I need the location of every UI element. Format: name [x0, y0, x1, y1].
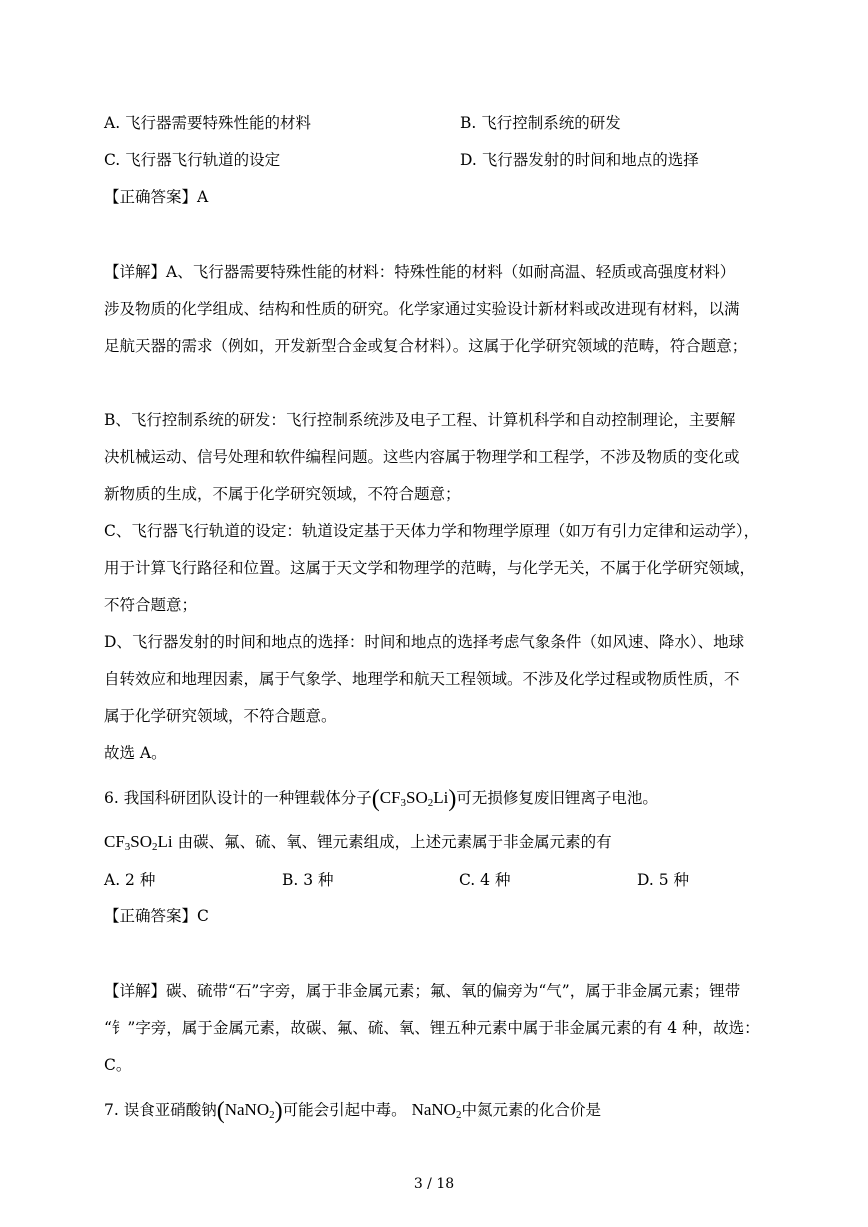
q6-option-b: B. 3 种	[282, 871, 334, 889]
q5-detail-line: 【详解】A、飞行器需要特殊性能的材料：特殊性能的材料（如耐高温、轻质或高强度材料）	[104, 263, 736, 281]
q6-option-a: A. 2 种	[104, 871, 156, 889]
q6-detail-line: “钅”字旁，属于金属元素，故碳、氟、硫、氧、锂五种元素中属于非金属元素的有 4 种，故选：	[104, 1019, 760, 1037]
q7-stem-prefix: 7. 误食亚硝酸钠	[104, 1101, 217, 1119]
q5-detail-line: 不符合题意；	[104, 596, 198, 614]
q5-detail-line: C、飞行器飞行轨道的设定：轨道设定基于天体力学和物理学原理（如万有引力定律和运动学），	[104, 522, 760, 540]
q5-option-b: B. 飞行控制系统的研发	[460, 114, 621, 132]
q5-detail-line: 用于计算飞行路径和位置。这属于天文学和物理学的范畴，与化学无关，不属于化学研究领域，	[104, 559, 756, 577]
q5-option-c: C. 飞行器飞行轨道的设定	[104, 151, 281, 169]
page-number: 3 / 18	[413, 1176, 455, 1192]
q5-detail-line: D、飞行器发射的时间和地点的选择：时间和地点的选择考虑气象条件（如风速、降水）、地球	[104, 633, 745, 651]
q6-stem-prefix: 6. 我国科研团队设计的一种锂载体分子	[104, 789, 372, 807]
q6-detail-line: C。	[104, 1056, 132, 1074]
q6-formula: $(CF_3SO_2Li)$	[371, 786, 457, 812]
q5-detail-line: 决机械运动、信号处理和软件编程问题。这些内容属于物理学和工程学，不涉及物质的变化或	[104, 448, 740, 466]
q5-option-a: A. 飞行器需要特殊性能的材料	[104, 114, 312, 132]
q7-stem	[104, 1100, 601, 1125]
q6-stem-line2	[104, 832, 612, 857]
q6-option-d: D. 5 种	[637, 871, 690, 889]
q6-answer: 【正确答案】C	[104, 907, 209, 925]
q5-option-d: D. 飞行器发射的时间和地点的选择	[460, 151, 699, 169]
q6-stem-line2-text: 由碳、氟、硫、氧、锂元素组成，上述元素属于非金属元素的有	[177, 833, 612, 851]
q5-detail-line: B、飞行控制系统的研发：飞行控制系统涉及电子工程、计算机科学和自动控制理论，主要解	[104, 411, 736, 429]
q6-option-c: C. 4 种	[459, 871, 511, 889]
q7-formula-inline: NaNO$_2$	[411, 1100, 462, 1121]
q7-stem-suffix: 中氮元素的化合价是	[461, 1101, 601, 1119]
q6-stem-suffix: 可无损修复废旧锂离子电池。	[456, 789, 658, 807]
q5-detail-line: 新物质的生成，不属于化学研究领域，不符合题意；	[104, 485, 461, 503]
q5-answer: 【正确答案】A	[104, 188, 209, 206]
q7-formula: (NaNO$_2$)	[216, 1098, 283, 1124]
q6-detail-line: 【详解】碳、硫带“石”字旁，属于非金属元素；氟、氧的偏旁为“气”，属于非金属元素；锂带	[104, 982, 741, 1000]
q7-stem-middle: 可能会引起中毒。	[282, 1101, 407, 1119]
q5-detail-line: 属于化学研究领域，不符合题意。	[104, 707, 337, 725]
q5-detail-line: 自转效应和地理因素，属于气象学、地理学和航天工程领域。不涉及化学过程或物质性质，不	[104, 670, 740, 688]
q6-stem	[104, 788, 658, 813]
q5-detail-line: 涉及物质的化学组成、结构和性质的研究。化学家通过实验设计新材料或改进现有材料，以满	[104, 300, 740, 318]
q5-detail-line: 足航天器的需求（例如，开发新型合金或复合材料）。这属于化学研究领域的范畴，符合题意；	[104, 337, 748, 355]
q6-formula-inline: $CF_3SO_2Li$	[104, 832, 173, 853]
q5-conclusion: 故选 A。	[104, 744, 167, 762]
